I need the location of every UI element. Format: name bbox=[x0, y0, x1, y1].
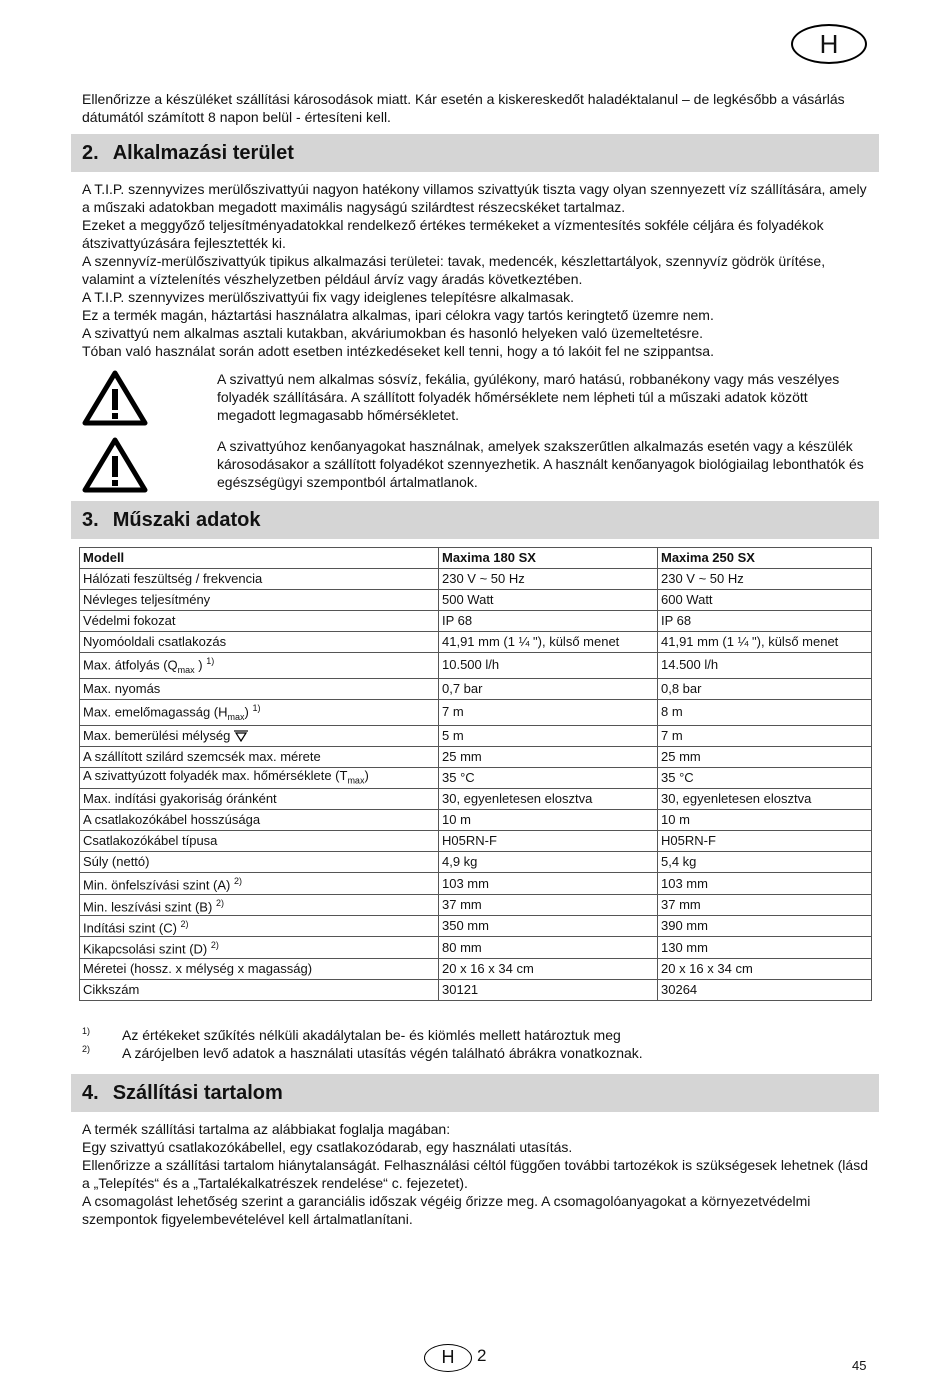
row-value: 10.500 l/h bbox=[439, 653, 658, 679]
table-header-row bbox=[80, 548, 872, 569]
section-4-heading bbox=[71, 1074, 879, 1112]
row-label bbox=[80, 979, 439, 1000]
row-value: 10 m bbox=[658, 810, 872, 831]
row-value: 41,91 mm (1 ¼ "), külső menet bbox=[658, 632, 872, 653]
row-value: 5,4 kg bbox=[658, 852, 872, 873]
row-label bbox=[80, 831, 439, 852]
section-2-heading bbox=[71, 134, 879, 172]
column-header: Modell bbox=[80, 548, 439, 569]
table-row bbox=[80, 699, 872, 725]
row-value: H05RN-F bbox=[658, 831, 872, 852]
row-value: 25 mm bbox=[658, 746, 872, 767]
row-label bbox=[80, 937, 439, 958]
page-number: 45 bbox=[852, 1358, 867, 1373]
row-label-sup: 2) bbox=[234, 876, 243, 887]
table-row bbox=[80, 611, 872, 632]
row-label bbox=[80, 632, 439, 653]
table-row bbox=[80, 979, 872, 1000]
paragraph: A T.I.P. szennyvizes merülőszivattyúi fix vagy ideiglenes telepítésre alkalmasak. bbox=[82, 289, 575, 305]
footnote bbox=[82, 1026, 872, 1044]
row-label-label: A szállított szilárd szemcsék max. mérete bbox=[83, 748, 321, 764]
row-label-labelEnd: ) bbox=[364, 767, 369, 783]
section-2-title: Alkalmazási terület bbox=[112, 142, 294, 164]
row-label bbox=[80, 810, 439, 831]
row-value: 25 mm bbox=[439, 746, 658, 767]
row-label-label: Cikkszám bbox=[83, 981, 140, 997]
row-value: 103 mm bbox=[439, 873, 658, 894]
paragraph: A szennyvíz-merülőszivattyúk tipikus alkalmazási területei: tavak, medencék, készlettartályok, szennyvíz gödrök ürítése, valamint a víztelenítés vészhelyzetben például árvíz vagy áradás következtében. bbox=[82, 253, 826, 287]
paragraph: Ez a termék magán, háztartási használatra alkalmas, ipari célokra vagy tartós keringtető üzemre nem. bbox=[82, 307, 714, 323]
row-value: 7 m bbox=[439, 699, 658, 725]
row-label-sup: 2) bbox=[180, 919, 189, 930]
row-label-label: Nyomóoldali csatlakozás bbox=[83, 634, 227, 649]
table-row bbox=[80, 678, 872, 699]
paragraph: Tóban való használat során adott esetben intézkedéseket kell tenni, hogy a tó lakóit fel ne szippantsa. bbox=[82, 343, 714, 359]
row-label bbox=[80, 699, 439, 725]
warning-text: A szivattyú nem alkalmas sósvíz, fekália, gyúlékony, maró hatású, robbanékony vagy más veszélyes folyadék szállítására. A szállított folyadék hőmérséklete nem lépheti túl a műszaki adatok között megadott legmagasabb hőmérsékletet. bbox=[217, 371, 840, 423]
footnote-text: Az értékeket szűkítés nélküli akadálytalan be- és kiömlés mellett határoztuk meg bbox=[122, 1027, 621, 1043]
row-label-label: Névleges teljesítmény bbox=[83, 592, 211, 607]
row-label-labelEnd: ) bbox=[244, 704, 249, 720]
row-label bbox=[80, 789, 439, 810]
row-label-sup: 2) bbox=[215, 897, 224, 908]
row-label bbox=[80, 873, 439, 894]
section-2-body bbox=[82, 180, 872, 360]
warning-text: A szivattyúhoz kenőanyagokat használnak, amelyek szakszerűtlen alkalmazás esetén vagy a készülék károsodásakor a szállított folyadékot szennyezhetik. A használt kenőanyagok biológiailag lebonthatók és egészségügyi szempontból ártalmatlanok. bbox=[217, 438, 864, 490]
row-value: 10 m bbox=[439, 810, 658, 831]
row-label-label: Indítási szint (C) bbox=[83, 920, 177, 936]
row-label-label: Max. nyomás bbox=[83, 680, 161, 696]
row-label-sub: max bbox=[227, 711, 245, 722]
footer-section-number: 2 bbox=[477, 1346, 487, 1365]
column-header: Maxima 250 SX bbox=[658, 548, 872, 569]
row-value: 130 mm bbox=[658, 937, 872, 958]
table-row bbox=[80, 810, 872, 831]
row-value: 14.500 l/h bbox=[658, 653, 872, 679]
row-label bbox=[80, 894, 439, 915]
row-value: 30121 bbox=[439, 979, 658, 1000]
paragraph: A termék szállítási tartalma az alábbiakat foglalja magában: bbox=[82, 1121, 451, 1137]
row-label-labelEnd: ) bbox=[194, 657, 203, 673]
intro-text: Ellenőrizze a készüléket szállítási károsodások miatt. Kár esetén a kiskereskedőt haladéktalanul – de legkésőbb a vásárlás dátumától számított 8 napon belül - értesíteni kell. bbox=[82, 91, 845, 125]
row-value: IP 68 bbox=[439, 611, 658, 632]
footnote-mark: 1) bbox=[82, 1026, 91, 1036]
row-label bbox=[80, 852, 439, 873]
table-row bbox=[80, 590, 872, 611]
row-label-sup: 2) bbox=[210, 940, 219, 951]
row-label-label: Min. leszívási szint (B) bbox=[83, 899, 213, 915]
row-value: 37 mm bbox=[439, 894, 658, 915]
row-value: 20 x 16 x 34 cm bbox=[658, 958, 872, 979]
column-header: Maxima 180 SX bbox=[439, 548, 658, 569]
row-value: 4,9 kg bbox=[439, 852, 658, 873]
section-3-number: 3. bbox=[82, 509, 99, 531]
table-row bbox=[80, 725, 872, 746]
row-value: 37 mm bbox=[658, 894, 872, 915]
row-label bbox=[80, 958, 439, 979]
warning-triangle-icon bbox=[82, 437, 148, 493]
row-value: 390 mm bbox=[658, 916, 872, 937]
spec-table bbox=[79, 547, 872, 1001]
row-value: 41,91 mm (1 ¼ "), külső menet bbox=[439, 632, 658, 653]
row-label-label: Méretei (hossz. x mélység x magasság) bbox=[83, 960, 313, 976]
table-row bbox=[80, 653, 872, 679]
row-value: 80 mm bbox=[439, 937, 658, 958]
section-4-number: 4. bbox=[82, 1082, 99, 1104]
row-label bbox=[80, 653, 439, 679]
warning-triangle-icon bbox=[82, 370, 148, 426]
table-row bbox=[80, 958, 872, 979]
row-label bbox=[80, 746, 439, 767]
row-label bbox=[80, 725, 439, 746]
row-value: 0,7 bar bbox=[439, 678, 658, 699]
row-value: 30, egyenletesen elosztva bbox=[658, 789, 872, 810]
row-label-label: Hálózati feszültség / frekvencia bbox=[83, 571, 263, 586]
section-4-body bbox=[82, 1120, 872, 1228]
footnote-mark: 2) bbox=[82, 1044, 91, 1054]
table-row bbox=[80, 569, 872, 590]
row-value: 30, egyenletesen elosztva bbox=[439, 789, 658, 810]
row-label-label: Max. emelőmagasság (H bbox=[83, 704, 228, 720]
paragraph: A szivattyú nem alkalmas asztali kutakban, akváriumokban és hasonló helyeken való üzemeltetésre. bbox=[82, 325, 703, 341]
paragraph: Ezeket a meggyőző teljesítményadatokkal rendelkező értékes termékeket a vízmentesítés sokféle céljára és folyadékok átszivattyúzására fejlesztették ki. bbox=[82, 217, 824, 251]
row-label-label: A csatlakozókábel hosszúsága bbox=[83, 812, 261, 828]
table-row bbox=[80, 894, 872, 915]
row-label-sup: 1) bbox=[252, 702, 261, 713]
row-label-sup: 1) bbox=[206, 656, 215, 666]
footer-language-badge: H bbox=[424, 1344, 472, 1372]
row-value: 30264 bbox=[658, 979, 872, 1000]
paragraph: A T.I.P. szennyvizes merülőszivattyúi nagyon hatékony villamos szivattyúk tiszta vagy olyan szennyezett víz szállítására, amely a műszaki adatokban megadott maximális nagyságú szilárdtest részecskéket tartalmaz. bbox=[82, 181, 867, 215]
table-row bbox=[80, 831, 872, 852]
row-label bbox=[80, 569, 439, 590]
row-value: 5 m bbox=[439, 725, 658, 746]
table-row bbox=[80, 632, 872, 653]
table-row bbox=[80, 746, 872, 767]
water-level-icon bbox=[234, 730, 248, 742]
table-row bbox=[80, 937, 872, 958]
row-value: 8 m bbox=[658, 699, 872, 725]
row-value: 103 mm bbox=[658, 873, 872, 894]
row-value: IP 68 bbox=[658, 611, 872, 632]
row-label-label: Súly (nettó) bbox=[83, 854, 150, 870]
row-label-label: Max. bemerülési mélység bbox=[83, 727, 231, 743]
row-label-label: Kikapcsolási szint (D) bbox=[83, 941, 208, 957]
row-value: 7 m bbox=[658, 725, 872, 746]
row-value: 230 V ~ 50 Hz bbox=[658, 569, 872, 590]
row-label bbox=[80, 916, 439, 937]
table-row bbox=[80, 852, 872, 873]
row-value: 350 mm bbox=[439, 916, 658, 937]
table-row bbox=[80, 873, 872, 894]
row-label-sub: max bbox=[177, 664, 195, 675]
row-label bbox=[80, 678, 439, 699]
row-label-label: Csatlakozókábel típusa bbox=[83, 833, 218, 849]
footnote-text: A zárójelben levő adatok a használati utasítás végén található ábrákra vonatkoznak. bbox=[122, 1045, 643, 1061]
row-value: H05RN-F bbox=[439, 831, 658, 852]
section-4-title: Szállítási tartalom bbox=[112, 1082, 283, 1104]
spec-table-body bbox=[80, 569, 872, 1001]
row-label bbox=[80, 590, 439, 611]
paragraph: A csomagolást lehetőség szerint a garanciális időszak végéig őrizze meg. A csomagolóanyagokat a környezetvédelmi szempontok figyelembevételével kell ártalmatlanítani. bbox=[82, 1193, 811, 1227]
row-label-label: A szivattyúzott folyadék max. hőmérséklete (T bbox=[83, 767, 348, 783]
row-value: 230 V ~ 50 Hz bbox=[439, 569, 658, 590]
row-value: 0,8 bar bbox=[658, 678, 872, 699]
section-3-title: Műszaki adatok bbox=[112, 509, 261, 531]
table-row bbox=[80, 767, 872, 789]
footnote bbox=[82, 1044, 872, 1062]
row-value: 35 °C bbox=[439, 767, 658, 789]
paragraph: Ellenőrizze a szállítási tartalom hiánytalanságát. Felhasználási céltól függően további tartozékok is szükségesek lehetnek (lásd a „Telepítés“ és a „Tartalékalkatrészek rendelése“ c. fejezetet). bbox=[82, 1157, 868, 1191]
row-label-label: Max. indítási gyakoriság óránként bbox=[83, 791, 277, 807]
row-label bbox=[80, 767, 439, 789]
table-row bbox=[80, 789, 872, 810]
row-value: 35 °C bbox=[658, 767, 872, 789]
row-label bbox=[80, 611, 439, 632]
row-label-label: Védelmi fokozat bbox=[83, 613, 176, 628]
paragraph: Egy szivattyú csatlakozókábellel, egy csatlakozódarab, egy használati utasítás. bbox=[82, 1139, 573, 1155]
row-label-sub: max bbox=[347, 775, 365, 786]
section-2-number: 2. bbox=[82, 142, 99, 164]
footnotes bbox=[82, 1026, 872, 1062]
row-label-label: Max. átfolyás (Q bbox=[83, 657, 178, 673]
row-value: 500 Watt bbox=[439, 590, 658, 611]
section-3-heading bbox=[71, 501, 879, 539]
table-row bbox=[80, 916, 872, 937]
language-badge: H bbox=[791, 24, 867, 64]
row-value: 20 x 16 x 34 cm bbox=[439, 958, 658, 979]
row-value: 600 Watt bbox=[658, 590, 872, 611]
row-label-label: Min. önfelszívási szint (A) bbox=[83, 877, 231, 893]
